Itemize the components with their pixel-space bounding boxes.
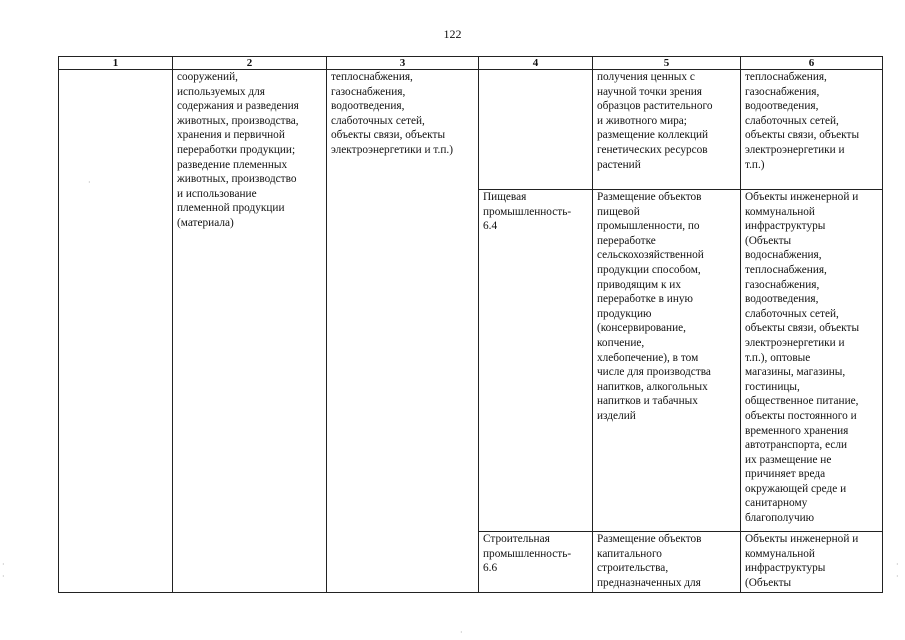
cell-text-line: сельскохозяйственной: [597, 249, 704, 262]
cell-text-line: их размещение не: [745, 453, 832, 466]
cell-text-line: 6.6: [483, 562, 498, 575]
cell-text-line: благополучию: [745, 512, 815, 525]
cell-text-line: переработке в иную: [597, 293, 693, 306]
cell-text-line: инфраструктуры: [745, 220, 826, 233]
cell-text-line: временного хранения: [745, 424, 849, 437]
cell-row3-col4-category: [479, 532, 593, 593]
cell-text-line: Размещение объектов: [597, 533, 702, 545]
scan-mark: ·: [88, 178, 91, 187]
cell-text-line: (Объекты: [745, 576, 792, 589]
cell-text-line: получения ценных с: [597, 71, 695, 83]
cell-text-line: переработке: [597, 234, 656, 247]
cell-text-line: слаботочных сетей,: [745, 114, 839, 127]
cell-text-line: электроэнергетики и: [745, 143, 845, 156]
table-row: [59, 70, 883, 190]
cell-text-line: т.п.): [745, 158, 765, 171]
cell-text-line: Объекты инженерной и: [745, 533, 859, 545]
cell-text-line: изделий: [597, 409, 636, 422]
cell-text-line: растений: [597, 158, 641, 171]
cell-text-line: слаботочных сетей,: [331, 114, 425, 127]
cell-col1-empty: [59, 70, 173, 593]
cell-text-line: строительства,: [597, 562, 669, 575]
cell-row3-col5: [593, 532, 741, 593]
cell-text-line: и использование: [177, 187, 257, 200]
column-header-1: 1: [59, 57, 173, 70]
cell-text-line: копчение,: [597, 336, 645, 349]
land-use-table: [58, 56, 883, 593]
cell-text-line: автотранспорта, если: [745, 439, 848, 452]
cell-text-line: продукции способом,: [597, 263, 701, 276]
cell-text-line: объекты связи, объекты: [331, 129, 446, 142]
cell-text-line: объекты связи, объекты: [745, 129, 860, 142]
cell-text-line: причиняет вреда: [745, 468, 826, 481]
cell-text-line: напитков и табачных: [597, 395, 698, 408]
cell-text-line: электроэнергетики и т.п.): [331, 143, 453, 156]
cell-text-line: капитального: [597, 547, 662, 560]
cell-text-line: напитков, алкогольных: [597, 380, 708, 393]
cell-text-line: разведение племенных: [177, 158, 288, 171]
cell-row2-col4-category: [479, 190, 593, 532]
cell-text-line: сооружений,: [177, 71, 238, 83]
scan-mark: ·: [2, 560, 5, 569]
cell-row2-col5: [593, 190, 741, 532]
cell-text-line: промышленность-: [483, 547, 572, 560]
cell-text-line: продукцию: [597, 307, 652, 320]
cell-col2-activity-description: [173, 70, 327, 593]
cell-text-line: и животного мира;: [597, 114, 687, 127]
cell-text-line: электроэнергетики и: [745, 336, 845, 349]
cell-text-line: теплоснабжения,: [745, 71, 827, 83]
cell-text-line: общественное питание,: [745, 395, 859, 408]
scan-mark: ·: [460, 628, 463, 637]
cell-text-line: числе для производства: [597, 366, 711, 379]
cell-text-line: теплоснабжения,: [331, 71, 413, 83]
cell-text-line: размещение коллекций: [597, 129, 709, 142]
cell-text-line: хлебопечение), в том: [597, 351, 699, 364]
cell-text-line: слаботочных сетей,: [745, 307, 839, 320]
cell-text-line: газоснабжения,: [331, 85, 406, 98]
cell-text-line: коммунальной: [745, 205, 815, 218]
cell-row1-col4-empty: [479, 70, 593, 190]
cell-text-line: (консервирование,: [597, 322, 686, 335]
cell-text-line: хранения и первичной: [177, 129, 285, 142]
cell-text-line: т.п.), оптовые: [745, 351, 811, 364]
cell-row1-col6: [741, 70, 883, 190]
cell-text-line: переработки продукции;: [177, 143, 296, 156]
cell-text-line: Объекты инженерной и: [745, 191, 859, 203]
cell-text-line: пищевой: [597, 205, 640, 218]
cell-text-line: промышленности, по: [597, 220, 700, 233]
cell-text-line: Пищевая: [483, 191, 527, 203]
cell-text-line: (материала): [177, 216, 234, 229]
scan-mark: ·: [2, 572, 5, 581]
cell-col3-allowed-objects: [327, 70, 479, 593]
cell-text-line: используемых для: [177, 85, 265, 98]
cell-text-line: промышленность-: [483, 205, 572, 218]
cell-text-line: инфраструктуры: [745, 562, 826, 575]
scan-mark: ·: [896, 560, 899, 569]
cell-text-line: теплоснабжения,: [745, 263, 827, 276]
column-header-5: 5: [593, 57, 741, 70]
cell-text-line: 6.4: [483, 220, 498, 233]
cell-text-line: генетических ресурсов: [597, 143, 708, 156]
scan-mark: ·: [896, 572, 899, 581]
cell-text-line: содержания и разведения: [177, 100, 299, 113]
table-header-row: [59, 57, 883, 70]
cell-text-line: Строительная: [483, 533, 550, 545]
cell-text-line: образцов растительного: [597, 100, 713, 113]
cell-row3-col6: [741, 532, 883, 593]
cell-text-line: Размещение объектов: [597, 191, 702, 203]
cell-text-line: водоотведения,: [331, 100, 405, 113]
cell-text-line: научной точки зрения: [597, 85, 702, 98]
cell-text-line: животных, производство: [177, 173, 297, 186]
column-header-6: 6: [741, 57, 883, 70]
cell-text-line: газоснабжения,: [745, 278, 820, 291]
cell-text-line: окружающей среде и: [745, 482, 847, 495]
cell-text-line: коммунальной: [745, 547, 815, 560]
column-header-2: 2: [173, 57, 327, 70]
cell-text-line: объекты постоянного и: [745, 409, 857, 422]
cell-text-line: предназначенных для: [597, 576, 701, 589]
cell-text-line: приводящим к их: [597, 278, 681, 291]
page-number: 122: [443, 27, 462, 41]
cell-text-line: племенной продукции: [177, 202, 285, 215]
cell-text-line: магазины, магазины,: [745, 366, 846, 379]
cell-text-line: санитарному: [745, 497, 808, 510]
cell-text-line: водоотведения,: [745, 100, 819, 113]
column-header-3: 3: [327, 57, 479, 70]
cell-text-line: газоснабжения,: [745, 85, 820, 98]
cell-text-line: (Объекты: [745, 234, 792, 247]
cell-row1-col5: [593, 70, 741, 190]
cell-text-line: объекты связи, объекты: [745, 322, 860, 335]
column-header-4: 4: [479, 57, 593, 70]
cell-text-line: водоснабжения,: [745, 249, 822, 262]
cell-text-line: животных, производства,: [177, 114, 299, 127]
cell-text-line: гостиницы,: [745, 380, 800, 393]
cell-row2-col6: [741, 190, 883, 532]
cell-text-line: водоотведения,: [745, 293, 819, 306]
